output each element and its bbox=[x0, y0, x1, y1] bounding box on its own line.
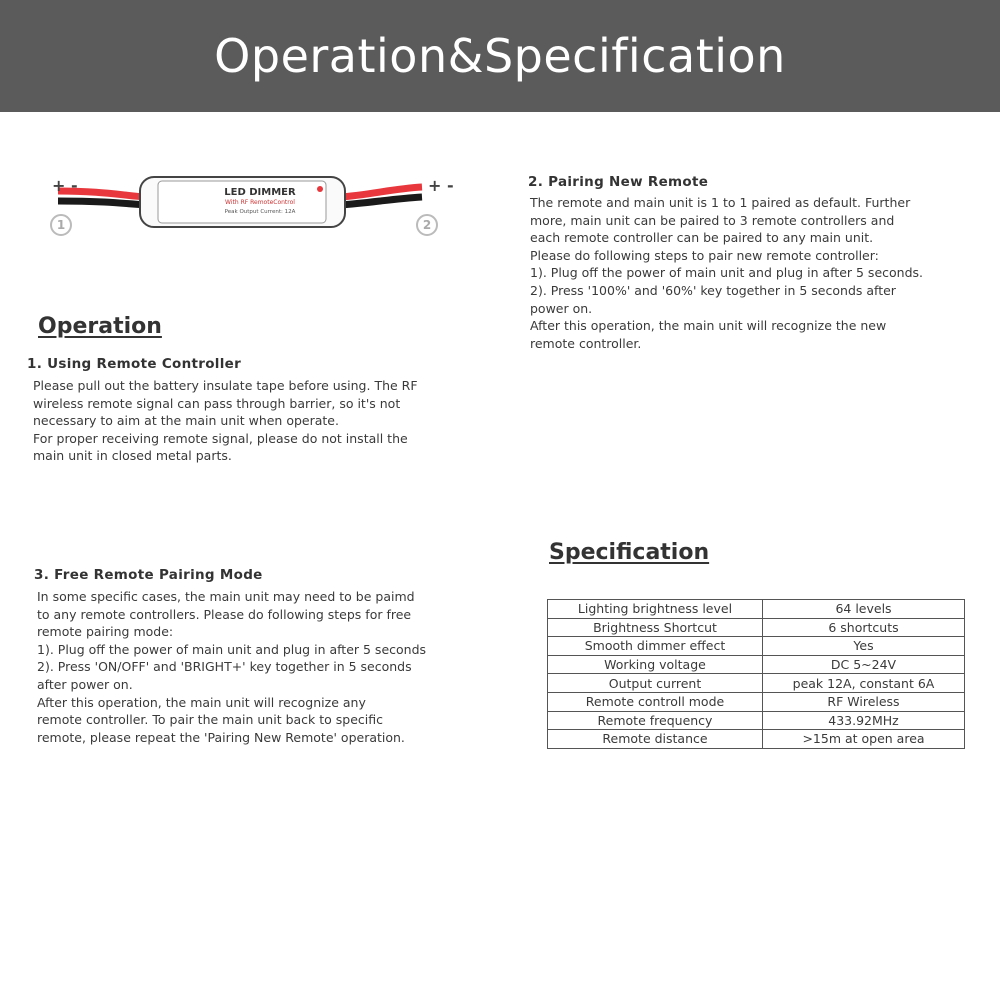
text-line: Please pull out the battery insulate tape before using. The RF bbox=[33, 378, 418, 393]
text-line: 1). Plug off the power of main unit and plug in after 5 seconds. bbox=[530, 265, 923, 281]
text-line: main unit in closed metal parts. bbox=[33, 448, 232, 464]
spec-label: Lighting brightness level bbox=[548, 600, 763, 619]
output-polarity: + - bbox=[428, 176, 454, 195]
text-line: remote, please repeat the 'Pairing New Remote' operation. bbox=[37, 729, 405, 745]
spec-label: Output current bbox=[548, 674, 763, 693]
text-line: In some specific cases, the main unit may need to be paimd bbox=[37, 589, 415, 604]
specification-table bbox=[547, 599, 965, 749]
spec-value: >15m at open area bbox=[763, 730, 965, 749]
text-line: power on. bbox=[530, 300, 593, 316]
output-label: 2 bbox=[416, 214, 438, 236]
table-row bbox=[548, 637, 965, 656]
page-header bbox=[0, 0, 1000, 112]
text-line: wireless remote signal can pass through barrier, so it's not bbox=[33, 395, 401, 411]
device-name: LED DIMMER bbox=[224, 187, 296, 198]
using-remote-text bbox=[33, 377, 418, 465]
using-remote-title: 1. Using Remote Controller bbox=[27, 356, 242, 372]
text-line: The remote and main unit is 1 to 1 paired as default. Further bbox=[530, 195, 911, 210]
input-label: 1 bbox=[50, 214, 72, 236]
text-line: necessary to aim at the main unit when operate. bbox=[33, 413, 339, 429]
pairing-new-remote-text bbox=[530, 194, 923, 352]
specification-table-wrap bbox=[547, 599, 965, 749]
spec-value: peak 12A, constant 6A bbox=[763, 674, 965, 693]
input-black-wire bbox=[58, 201, 145, 205]
text-line: 2). Press 'ON/OFF' and 'BRIGHT+' key together in 5 seconds bbox=[37, 659, 412, 675]
operation-heading: Operation bbox=[38, 314, 162, 339]
text-line: remote pairing mode: bbox=[37, 624, 174, 640]
text-line: to any remote controllers. Please do following steps for free bbox=[37, 606, 412, 622]
text-line: remote controller. To pair the main unit back to specific bbox=[37, 712, 384, 728]
table-row bbox=[548, 618, 965, 637]
free-pairing-text bbox=[37, 588, 426, 746]
spec-label: Remote frequency bbox=[548, 711, 763, 730]
text-line: more, main unit can be paired to 3 remote controllers and bbox=[530, 212, 895, 228]
table-row bbox=[548, 730, 965, 749]
text-line: Please do following steps to pair new remote controller: bbox=[530, 247, 879, 263]
spec-value: Yes bbox=[763, 637, 965, 656]
text-line: After this operation, the main unit will recognize the new bbox=[530, 318, 887, 334]
table-row bbox=[548, 692, 965, 711]
table-row bbox=[548, 600, 965, 619]
free-pairing-title: 3. Free Remote Pairing Mode bbox=[34, 567, 263, 583]
spec-label: Working voltage bbox=[548, 655, 763, 674]
device-subtitle: With RF RemoteControl bbox=[225, 199, 295, 206]
spec-label: Remote distance bbox=[548, 730, 763, 749]
spec-value: DC 5~24V bbox=[763, 655, 965, 674]
specification-heading: Specification bbox=[549, 540, 710, 565]
pairing-new-remote-title: 2. Pairing New Remote bbox=[528, 174, 709, 190]
spec-label: Remote controll mode bbox=[548, 692, 763, 711]
spec-value: 433.92MHz bbox=[763, 711, 965, 730]
text-line: For proper receiving remote signal, please do not install the bbox=[33, 430, 408, 446]
input-polarity: + - bbox=[52, 176, 78, 195]
spec-value: RF Wireless bbox=[763, 692, 965, 711]
page-title: Operation&Specification bbox=[214, 29, 786, 83]
text-line: 2). Press '100%' and '60%' key together in 5 seconds after bbox=[530, 282, 896, 298]
text-line: 1). Plug off the power of main unit and plug in after 5 seconds bbox=[37, 641, 427, 657]
dimmer-illustration bbox=[40, 165, 460, 245]
table-row bbox=[548, 711, 965, 730]
spec-label: Brightness Shortcut bbox=[548, 618, 763, 637]
spec-value: 6 shortcuts bbox=[763, 618, 965, 637]
table-row bbox=[548, 655, 965, 674]
spec-value: 64 levels bbox=[763, 600, 965, 619]
device-rating: Peak Output Current: 12A bbox=[224, 209, 296, 215]
text-line: after power on. bbox=[37, 676, 133, 692]
text-line: remote controller. bbox=[530, 335, 642, 351]
text-line: After this operation, the main unit will recognize any bbox=[37, 694, 366, 710]
spec-label: Smooth dimmer effect bbox=[548, 637, 763, 656]
text-line: each remote controller can be paired to any main unit. bbox=[530, 230, 874, 246]
table-row bbox=[548, 674, 965, 693]
